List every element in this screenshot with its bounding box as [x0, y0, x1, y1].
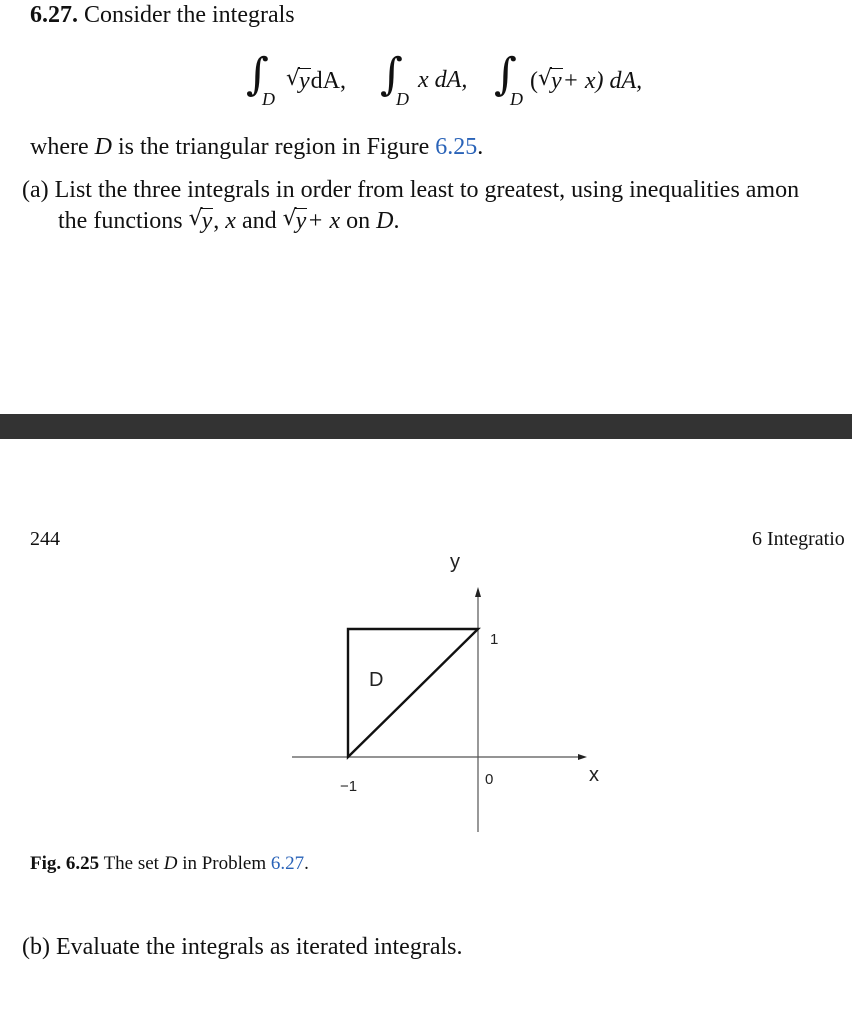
figure-caption: Fig. 6.25 The set D in Problem 6.27. [30, 853, 309, 874]
y-axis-label: y [450, 551, 460, 573]
problem-number: 6.27. [30, 2, 78, 28]
region-label: D [369, 669, 384, 691]
caption-label: Fig. 6.25 [30, 853, 100, 874]
part-a-label: (a) [22, 177, 49, 203]
where-statement: where D is the triangular region in Figure 6.25. [30, 134, 484, 160]
integrand: x dA, [418, 67, 468, 93]
x-axis-label: x [589, 764, 599, 786]
part-a-line1: (a) List the three integrals in order from least to greatest, using inequalities amon [22, 177, 800, 203]
x-axis-arrow [578, 754, 587, 760]
tick-label-minus-one: −1 [340, 778, 358, 795]
problem-link[interactable]: 6.27 [270, 853, 305, 874]
sqrt-expr: √ y [286, 66, 310, 94]
page-number: 244 [30, 528, 60, 550]
sqrt-expr: √ y [188, 206, 213, 234]
integrand: √ ydA, [286, 66, 346, 94]
tick-label-zero: 0 [485, 771, 494, 788]
page-separator-band [0, 414, 852, 439]
problem-intro: Consider the integrals [84, 2, 295, 28]
figure-6-25 [0, 540, 852, 860]
part-a-line2: the functions √ y, x and √ y+ x on D. [58, 206, 400, 234]
figure-link[interactable]: 6.25 [435, 134, 478, 160]
running-head: 6 Integratio [752, 528, 845, 550]
integral-sign: ∫ [246, 49, 269, 100]
sqrt-expr: √ y [282, 206, 307, 234]
sqrt-expr: √ y [538, 66, 562, 94]
tick-label-one: 1 [490, 631, 499, 648]
region-d-triangle [348, 629, 478, 757]
integral-sign: ∫ [380, 49, 403, 100]
integral-sign: ∫ [494, 49, 517, 100]
integral-region: D [396, 89, 409, 109]
integrand: ( √ y+ x) dA, [530, 66, 643, 94]
problem-heading [30, 2, 295, 29]
integral-region: D [262, 89, 275, 109]
part-b: (b) Evaluate the integrals as iterated integrals. [22, 934, 463, 960]
integral-region: D [510, 89, 523, 109]
part-b-label: (b) [22, 934, 50, 960]
y-axis-arrow [475, 587, 481, 597]
